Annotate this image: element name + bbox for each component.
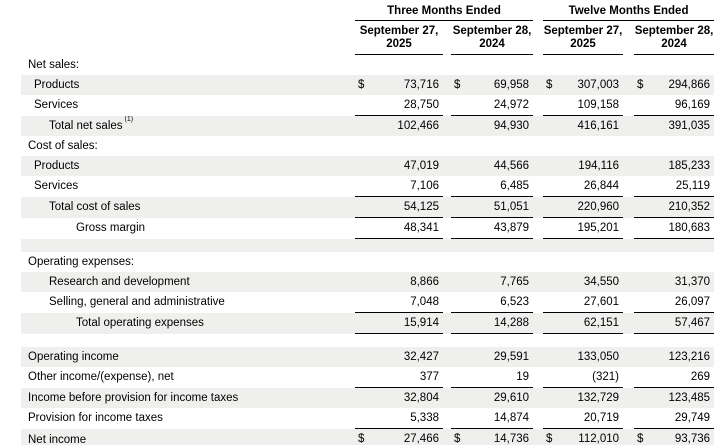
row-label (21, 313, 355, 334)
row-label (21, 176, 355, 197)
row-label (21, 239, 355, 253)
column-gap (443, 408, 451, 429)
row-label-text: Income before provision for income taxes (28, 391, 239, 404)
table-row (21, 197, 714, 218)
date-line: 2025 (570, 37, 596, 50)
table-row (21, 408, 714, 429)
row-label (21, 95, 355, 116)
date-header-row (21, 21, 714, 55)
column-gap (623, 292, 634, 313)
value-cell (451, 75, 533, 95)
column-gap (443, 388, 451, 409)
value-cell (451, 408, 533, 429)
column-gap (623, 156, 634, 176)
row-label-text: Net income (28, 433, 87, 445)
cell-value: 43,879 (493, 222, 530, 234)
cell-value: 57,467 (674, 317, 711, 329)
income-statement-table (21, 1, 714, 445)
value-cell (634, 313, 714, 334)
row-label-text: Services (34, 99, 79, 112)
value-cell (451, 218, 533, 239)
value-cell (355, 272, 443, 292)
currency-symbol: $ (637, 79, 644, 91)
cell-value: 391,035 (668, 120, 711, 132)
column-header-three-months-2025 (355, 21, 443, 55)
table-row (21, 272, 714, 292)
table-row (21, 367, 714, 388)
column-gap (623, 21, 634, 55)
column-gap (623, 75, 634, 95)
group-gap (533, 1, 543, 21)
column-gap (623, 429, 634, 445)
value-cell (451, 95, 533, 116)
value-cell (543, 347, 623, 367)
value-cell (543, 408, 623, 429)
value-cell (634, 136, 714, 156)
row-label (21, 334, 355, 348)
column-gap (443, 334, 451, 348)
value-cell (355, 197, 443, 218)
column-gap (623, 347, 634, 367)
cell-value: 194,116 (578, 160, 620, 172)
cell-value: 416,161 (577, 120, 620, 132)
cell-value: 69,958 (493, 79, 530, 91)
cell-value: 6,485 (500, 180, 530, 192)
header-label-spacer (21, 21, 355, 55)
column-gap (533, 292, 543, 313)
value-cell (355, 156, 443, 176)
cell-value: 32,427 (403, 351, 439, 363)
value-cell (634, 367, 714, 388)
cell-value: 6,523 (500, 296, 530, 308)
value-cell (634, 334, 714, 348)
value-cell (451, 55, 533, 76)
column-gap (533, 367, 543, 388)
cell-value: 26,844 (583, 180, 620, 192)
row-label-text: Operating income (28, 351, 119, 363)
currency-symbol: $ (454, 79, 461, 91)
row-label (21, 388, 355, 409)
cell-value: 294,866 (668, 79, 711, 91)
value-cell (355, 252, 443, 272)
cell-value: 109,158 (577, 99, 620, 111)
column-gap (443, 239, 451, 253)
spacer-row (21, 239, 714, 253)
cell-value: 51,051 (493, 201, 530, 213)
cell-value: 24,972 (493, 99, 530, 111)
column-gap (533, 347, 543, 367)
cell-value: 7,765 (500, 276, 530, 288)
column-gap (443, 347, 451, 367)
cell-value: 102,466 (397, 120, 439, 132)
value-cell (451, 252, 533, 272)
value-cell (355, 334, 443, 348)
value-cell (543, 176, 623, 197)
cell-value: 180,683 (668, 222, 711, 234)
value-cell (355, 176, 443, 197)
row-label (21, 156, 355, 176)
value-cell (355, 218, 443, 239)
value-cell (355, 367, 443, 388)
value-cell (634, 292, 714, 313)
row-label-text: Services (34, 180, 79, 193)
column-gap (623, 197, 634, 218)
column-gap (533, 334, 543, 348)
column-gap (533, 218, 543, 239)
column-header-three-months-2024 (451, 21, 533, 55)
value-cell (451, 116, 533, 137)
cell-value: 14,288 (493, 317, 530, 329)
date-line: September 27, (359, 25, 439, 37)
value-cell (634, 75, 714, 95)
column-gap (443, 292, 451, 313)
cell-value: 62,151 (583, 317, 620, 329)
value-cell (451, 313, 533, 334)
cell-value: 307,003 (577, 79, 620, 91)
row-label (21, 75, 355, 95)
date-line: September 28, (634, 25, 714, 37)
column-gap (623, 136, 634, 156)
value-cell (634, 176, 714, 197)
cell-value: 220,960 (577, 201, 620, 213)
row-label-text: Provision for income taxes (28, 412, 163, 425)
value-cell (543, 136, 623, 156)
currency-symbol: $ (358, 79, 365, 91)
cell-value: 14,736 (493, 433, 530, 445)
column-gap (623, 95, 634, 116)
table-row (21, 429, 714, 445)
column-gap (533, 156, 543, 176)
value-cell (451, 334, 533, 348)
cell-value: 27,466 (403, 433, 439, 445)
cell-value: 29,591 (493, 351, 530, 363)
column-gap (443, 176, 451, 197)
column-gap (623, 408, 634, 429)
cell-value: 34,550 (583, 276, 620, 288)
date-line: 2025 (386, 37, 412, 50)
value-cell (355, 55, 443, 76)
value-cell (543, 367, 623, 388)
column-gap (533, 176, 543, 197)
cell-value: 28,750 (403, 99, 439, 111)
cell-value: 377 (419, 371, 439, 383)
value-cell (451, 272, 533, 292)
cell-value: 54,125 (403, 201, 439, 213)
column-header-twelve-months-2025 (543, 21, 623, 55)
value-cell (355, 313, 443, 334)
cell-value: 14,874 (493, 412, 530, 424)
row-label-text: Operating expenses: (28, 256, 135, 268)
column-gap (623, 252, 634, 272)
spacer-row (21, 334, 714, 348)
cell-value: 123,216 (668, 351, 711, 363)
value-cell (451, 347, 533, 367)
value-cell (543, 55, 623, 76)
value-cell (355, 239, 443, 253)
cell-value: 29,749 (674, 412, 711, 424)
cell-value: 32,804 (403, 392, 439, 404)
row-label (21, 367, 355, 388)
value-cell (355, 136, 443, 156)
row-label-text: Total operating expenses (76, 317, 204, 329)
value-cell (543, 429, 623, 445)
value-cell (451, 197, 533, 218)
currency-symbol: $ (637, 433, 644, 445)
footnote-marker: (1) (124, 116, 134, 124)
date-line: September 27, (543, 25, 623, 37)
column-gap (443, 252, 451, 272)
value-cell (634, 156, 714, 176)
column-gap (533, 55, 543, 76)
cell-value: 94,930 (493, 120, 530, 132)
value-cell (543, 218, 623, 239)
column-gap (443, 136, 451, 156)
row-label-text: Total cost of sales (49, 201, 141, 213)
cell-value: 25,119 (675, 180, 711, 192)
value-cell (543, 116, 623, 137)
value-cell (634, 95, 714, 116)
cell-value: 20,719 (583, 412, 620, 424)
cell-value: 123,485 (668, 392, 711, 404)
value-cell (634, 429, 714, 445)
value-cell (543, 252, 623, 272)
column-gap (443, 55, 451, 76)
column-gap (623, 313, 634, 334)
column-header-twelve-months-2024 (634, 21, 714, 55)
cell-value: 269 (690, 371, 711, 383)
currency-symbol: $ (358, 433, 365, 445)
cell-value: 112,010 (578, 433, 620, 445)
value-cell (634, 55, 714, 76)
value-cell (634, 408, 714, 429)
row-label-text: Net sales: (28, 58, 80, 71)
value-cell (355, 75, 443, 95)
row-label (21, 272, 355, 292)
table-row (21, 388, 714, 409)
cell-value: 44,566 (493, 160, 530, 172)
column-gap (443, 21, 451, 55)
row-label (21, 252, 355, 272)
value-cell (543, 95, 623, 116)
value-cell (543, 156, 623, 176)
column-gap (623, 334, 634, 348)
group-gap (533, 21, 543, 55)
row-label (21, 347, 355, 367)
value-cell (634, 239, 714, 253)
row-label-text: Cost of sales: (28, 140, 98, 152)
value-cell (355, 429, 443, 445)
date-line: 2024 (661, 37, 687, 50)
column-gap (623, 367, 634, 388)
column-gap (623, 116, 634, 137)
period-group-twelve-months: Twelve Months Ended (543, 1, 714, 21)
value-cell (634, 272, 714, 292)
cell-value: 29,610 (493, 392, 530, 404)
column-gap (533, 116, 543, 137)
value-cell (355, 408, 443, 429)
table-row (21, 313, 714, 334)
value-cell (451, 367, 533, 388)
column-gap (443, 197, 451, 218)
row-label-text: Gross margin (76, 222, 146, 234)
value-cell (355, 388, 443, 409)
column-gap (533, 95, 543, 116)
row-label-text: Products (34, 160, 80, 172)
column-gap (623, 176, 634, 197)
table-row (21, 95, 714, 116)
value-cell (634, 197, 714, 218)
column-gap (443, 272, 451, 292)
column-gap (623, 55, 634, 76)
value-cell (451, 136, 533, 156)
cell-value: 47,019 (403, 160, 439, 172)
row-label (21, 292, 355, 313)
value-cell (355, 116, 443, 137)
cell-value: 8,866 (410, 276, 439, 288)
row-label (21, 136, 355, 156)
cell-value: 185,233 (668, 160, 711, 172)
cell-value: 96,169 (674, 99, 711, 111)
column-gap (443, 429, 451, 445)
header-label-spacer (21, 1, 355, 21)
row-label (21, 429, 355, 445)
column-gap (443, 75, 451, 95)
value-cell (543, 334, 623, 348)
table-row (21, 116, 714, 137)
cell-value: 19 (516, 371, 530, 383)
column-gap (533, 239, 543, 253)
table-row (21, 292, 714, 313)
value-cell (355, 95, 443, 116)
column-gap (623, 239, 634, 253)
value-cell (543, 388, 623, 409)
cell-value: 27,601 (583, 296, 620, 308)
value-cell (543, 75, 623, 95)
value-cell (543, 272, 623, 292)
value-cell (634, 218, 714, 239)
value-cell (543, 292, 623, 313)
row-label-text: Other income/(expense), net (28, 371, 174, 384)
date-line: September 28, (452, 25, 532, 37)
value-cell (355, 292, 443, 313)
column-gap (623, 388, 634, 409)
cell-value: 132,729 (577, 392, 620, 404)
column-gap (533, 75, 543, 95)
row-label-text: Products (34, 79, 80, 91)
column-gap (623, 272, 634, 292)
table-row (21, 347, 714, 367)
row-label (21, 55, 355, 76)
column-gap (443, 218, 451, 239)
cell-value: 7,048 (410, 296, 439, 308)
value-cell (451, 176, 533, 197)
value-cell (543, 313, 623, 334)
value-cell (451, 156, 533, 176)
cell-value: 5,338 (410, 412, 439, 424)
cell-value: 210,352 (668, 201, 711, 213)
currency-symbol: $ (546, 79, 553, 91)
table-row (21, 55, 714, 76)
column-gap (443, 156, 451, 176)
value-cell (543, 197, 623, 218)
column-gap (533, 388, 543, 409)
value-cell (634, 252, 714, 272)
cell-value: 195,201 (577, 222, 620, 234)
value-cell (451, 429, 533, 445)
column-gap (443, 116, 451, 137)
cell-value: 93,736 (674, 433, 711, 445)
row-label-text: Total net sales (49, 120, 123, 133)
column-gap (533, 313, 543, 334)
value-cell (634, 347, 714, 367)
cell-value: 133,050 (577, 351, 620, 363)
cell-value: 73,716 (403, 79, 439, 91)
row-label (21, 218, 355, 239)
table-row (21, 136, 714, 156)
column-gap (533, 197, 543, 218)
column-gap (533, 408, 543, 429)
column-gap (443, 313, 451, 334)
cell-value: 26,097 (674, 296, 711, 308)
cell-value: (321) (592, 371, 620, 383)
value-cell (451, 292, 533, 313)
currency-symbol: $ (546, 433, 553, 445)
column-gap (623, 218, 634, 239)
cell-value: 7,106 (410, 180, 439, 192)
period-group-three-months: Three Months Ended (355, 1, 533, 21)
date-line: 2024 (479, 37, 505, 50)
value-cell (451, 239, 533, 253)
column-gap (443, 95, 451, 116)
row-label-text: Research and development (49, 276, 190, 288)
table-row (21, 75, 714, 95)
column-gap (533, 429, 543, 445)
cell-value: 31,370 (674, 276, 711, 288)
row-label (21, 408, 355, 429)
period-group-row (21, 1, 714, 21)
cell-value: 15,914 (403, 317, 439, 329)
row-label (21, 197, 355, 218)
column-gap (533, 272, 543, 292)
value-cell (634, 116, 714, 137)
column-gap (443, 367, 451, 388)
table-row (21, 156, 714, 176)
row-label-text: Selling, general and administrative (49, 296, 225, 309)
row-label (21, 116, 355, 137)
value-cell (634, 388, 714, 409)
cell-value: 48,341 (403, 222, 439, 234)
table-row (21, 176, 714, 197)
column-gap (533, 136, 543, 156)
value-cell (451, 388, 533, 409)
table-row (21, 218, 714, 239)
statement-tbody (21, 55, 714, 445)
value-cell (355, 347, 443, 367)
column-gap (533, 252, 543, 272)
currency-symbol: $ (454, 433, 461, 445)
table-row (21, 252, 714, 272)
value-cell (543, 239, 623, 253)
